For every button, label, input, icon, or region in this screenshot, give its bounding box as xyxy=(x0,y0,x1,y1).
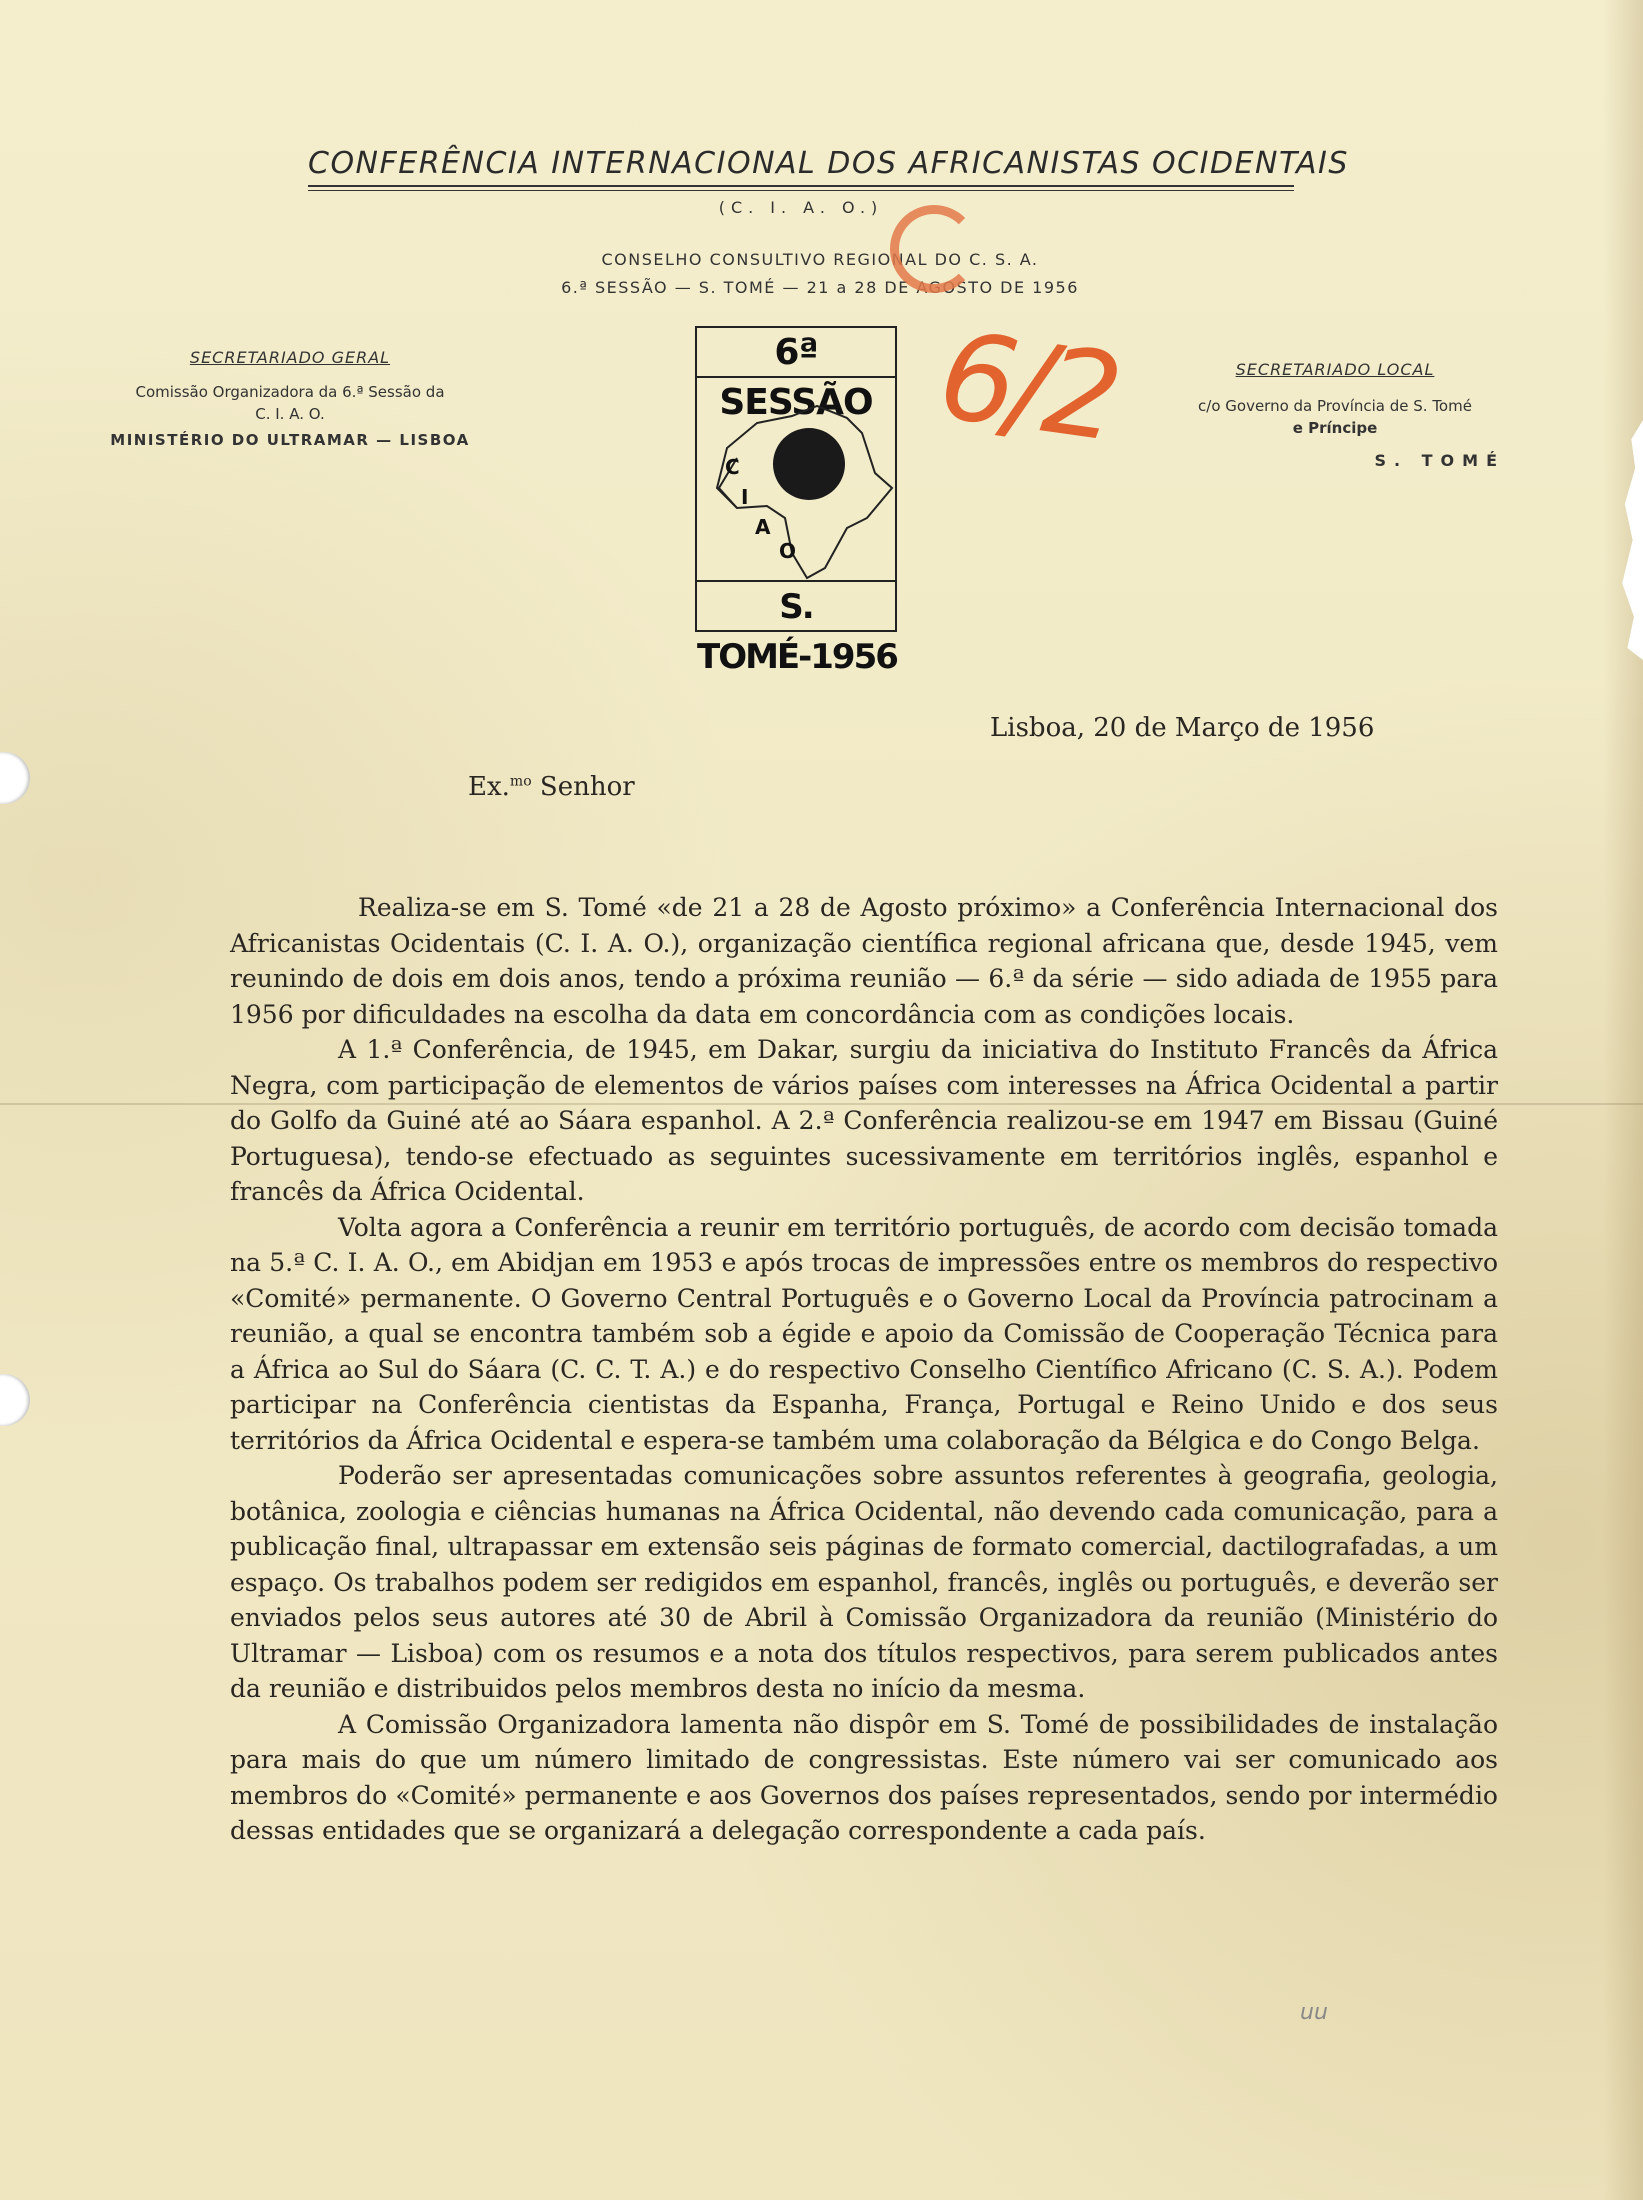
session-logo xyxy=(695,326,897,677)
logo-letter-o: O xyxy=(779,539,797,563)
punch-hole-bottom xyxy=(0,1374,30,1426)
salutation-name: Senhor xyxy=(531,772,635,802)
africa-map-icon xyxy=(697,378,895,582)
salutation-superscript: mo xyxy=(509,773,532,790)
body-paragraph-3: Volta agora a Conferência a reunir em território português, de acordo com decisão tomada na 5.ª C. I. A. O., em Abidjan em 1953 e após trocas de impressões entre os membros do respectivo «Comité» permanente. O Governo Central Português e o Governo Local da Província patrocinam a reunião, a qual se encontra também sob a égide e apoio da Comissão de Cooperação Técnica para a África ao Sul do Sáara (C. C. T. A.) e do respectivo Conselho Científico Africano (C. S. A.). Podem participar na Conferência cientistas da Espanha, França, Portugal e Reino Unido e dos seus territórios da África Ocidental e espera-se também uma colaboração da Bélgica e do Congo Belga. xyxy=(230,1212,1498,1455)
secretariado-local-heading: SECRETARIADO LOCAL xyxy=(1235,360,1435,379)
letter-body xyxy=(230,890,1498,1849)
logo-top-text: 6ª SESSÃO xyxy=(697,328,895,378)
secretariado-geral-block xyxy=(90,348,490,455)
handwritten-initials: uu xyxy=(1300,2000,1328,2025)
body-paragraph-5: A Comissão Organizadora lamenta não dispôr em S. Tomé de possibilidades de instalação para mais do que um número limitado de congressistas. Este número vai ser comunicado aos membros do «Comité» permanente e aos Governos dos países representados, sendo por intermédio dessas entidades que se organizará a delegação correspondente a cada país. xyxy=(230,1709,1498,1845)
logo-letter-c: C xyxy=(725,455,740,479)
letterhead-abbreviation: (C. I. A. O.) xyxy=(718,198,884,217)
body-paragraph-1: Realiza-se em S. Tomé «de 21 a 28 de Agosto próximo» a Conferência Internacional dos Africanistas Ocidentais (C. I. A. O.), organização científica regional africana que, desde 1945, vem reunindo de dois em dois anos, tendo a próxima reunião — 6.ª da série — sido adiada de 1955 para 1956 por dificuldades na escolha da data em concordância com as condições locais. xyxy=(230,893,1498,1029)
letterhead-rule xyxy=(308,185,1294,187)
secretariado-local-block xyxy=(1115,360,1555,470)
letter-date: Lisboa, 20 de Março de 1956 xyxy=(990,713,1375,743)
punch-hole-top xyxy=(0,752,30,804)
secretariado-local-line-2: e Príncipe xyxy=(1292,419,1378,437)
letterhead-title: CONFERÊNCIA INTERNACIONAL DOS AFRICANISTAS OCIDENTAIS xyxy=(308,146,1349,181)
letter-salutation xyxy=(468,772,635,802)
logo-letter-i: I xyxy=(741,485,749,509)
council-line-1: CONSELHO CONSULTIVO REGIONAL DO C. S. A. xyxy=(601,250,1039,269)
logo-letter-a: A xyxy=(755,515,771,539)
council-block xyxy=(470,246,1170,302)
paper-edge-shadow xyxy=(1603,0,1643,2200)
salutation-prefix: Ex. xyxy=(468,772,510,802)
handwritten-circle-mark xyxy=(890,205,978,293)
secretariado-geral-line-2: C. I. A. O. xyxy=(255,405,325,423)
secretariado-local-line-3: S. TOMÉ xyxy=(1374,451,1505,470)
body-paragraph-4: Poderão ser apresentadas comunicações sobre assuntos referentes à geografia, geologia, botânica, zoologia e ciências humanas na África Ocidental, não devendo cada comunicação, para a publicação final, ultrapassar em extensão seis páginas de formato comercial, dactilografadas, a um espaço. Os trabalhos podem ser redigidos em espanhol, francês, inglês ou português, e deverão ser enviados pelos seus autores até 30 de Abril à Comissão Organizadora da reunião (Ministério do Ultramar — Lisboa) com os resumos e a nota dos títulos respectivos, para serem publicados antes da reunião e distribuidos pelos membros desta no início da mesma. xyxy=(230,1461,1498,1703)
secretariado-geral-line-1: Comissão Organizadora da 6.ª Sessão da xyxy=(135,383,445,401)
handwritten-annotation: 6/2 xyxy=(931,306,1124,469)
secretariado-geral-line-3: MINISTÉRIO DO ULTRAMAR — LISBOA xyxy=(110,431,470,449)
logo-bottom-text: S. TOMÉ-1956 xyxy=(697,580,895,630)
secretariado-geral-heading: SECRETARIADO GERAL xyxy=(189,348,391,367)
letterhead-rule-thin xyxy=(308,190,1294,191)
council-line-2: 6.ª SESSÃO — S. TOMÉ — 21 a 28 DE AGOSTO DE 1956 xyxy=(561,278,1079,297)
secretariado-local-line-1: c/o Governo da Província de S. Tomé xyxy=(1198,397,1472,415)
body-paragraph-2: A 1.ª Conferência, de 1945, em Dakar, surgiu da iniciativa do Instituto Francês da África Negra, com participação de elementos de vários países com interesses na África Ocidental a partir do Golfo da Guiné até ao Sáara espanhol. A 2.ª Conferência realizou-se em 1947 em Bissau (Guiné Portuguesa), tendo-se efectuado as seguintes sucessivamente em territórios inglês, espanhol e francês da África Ocidental. xyxy=(230,1035,1498,1206)
